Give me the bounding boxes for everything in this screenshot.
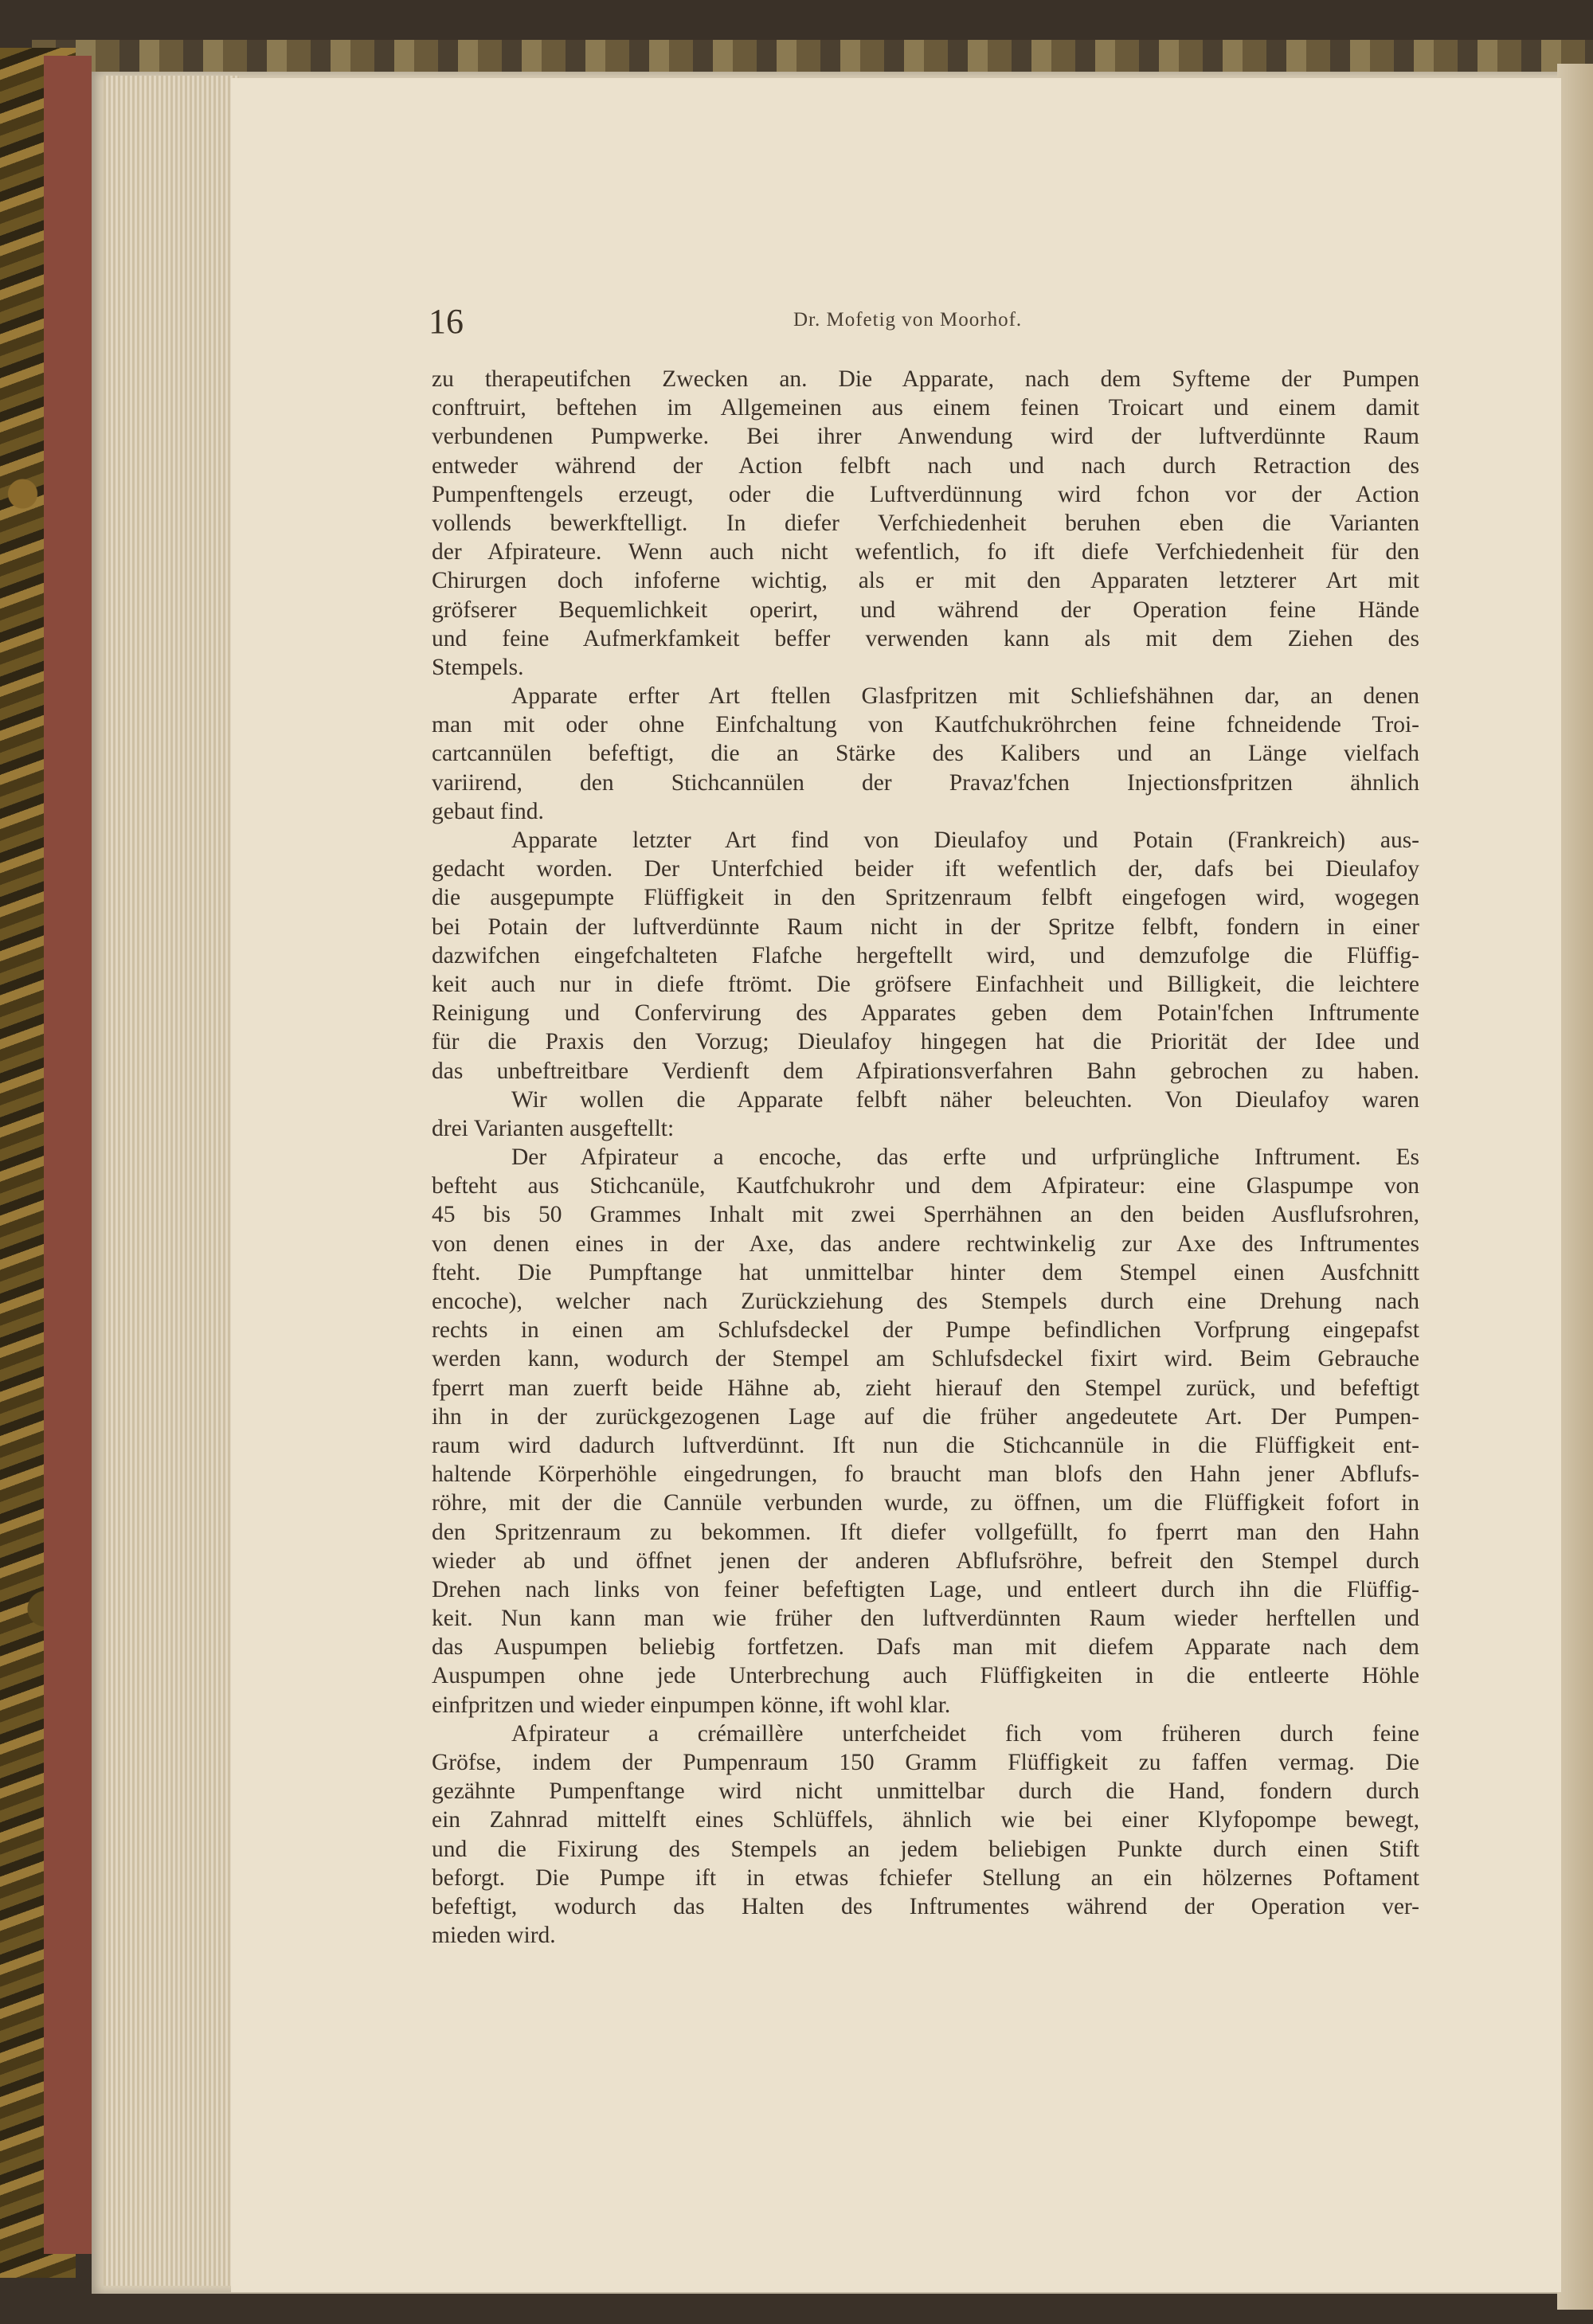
text-line: die ausgepumpte Flüffigkeit in den Spritzenraum felbft eingefogen wird, wogegen [432,885,1419,911]
text-line: der Afpirateure. Wenn auch nicht wefentlich, fo ift diefe Verfchiedenheit für den [432,539,1419,565]
text-line: vollends bewerkftelligt. In diefer Verfchiedenheit beruhen eben die Varianten [432,510,1419,536]
text-line: Wir wollen die Apparate felbft näher beleuchten. Von Dieulafoy waren [511,1086,1419,1113]
text-line: 45 bis 50 Grammes Inhalt mit zwei Sperrhähnen an den beiden Ausflufsrohren, [432,1202,1419,1228]
text-line: und feine Aufmerkfamkeit beffer verwenden kann als mit dem Ziehen des [432,625,1419,651]
text-line: Apparate letzter Art find von Dieulafoy und Potain (Frankreich) aus- [511,827,1419,853]
text-line: man mit oder ohne Einfchaltung von Kautfchukröhrchen feine fchneidende Troi- [432,712,1419,738]
text-line: Apparate erfter Art ftellen Glasfpritzen mit Schliefshähnen dar, an denen [511,683,1419,710]
text-line: für die Praxis den Vorzug; Dieulafoy hingegen hat die Priorität der Idee und [432,1029,1419,1055]
text-line: variirend, den Stichcannülen der Pravaz'fchen Injectionsfpritzen ähnlich [432,769,1419,796]
text-line: Stempels. [432,654,524,680]
page-header [429,301,1408,349]
text-line: haltende Körperhöhle eingedrungen, fo braucht man blofs den Hahn jener Abflufs- [432,1461,1419,1488]
page-stack-edges [104,76,239,2286]
text-line: raum wird dadurch luftverdünnt. Ift nun die Stichcannüle in die Flüffigkeit ent- [432,1432,1419,1458]
text-line: von denen eines in der Axe, das andere rechtwinkelig zur Axe des Inftrumentes [432,1230,1419,1257]
text-line: Drehen nach links von feiner befeftigten Lage, und entleert durch ihn die Flüffig- [432,1576,1419,1602]
text-line: Afpirateur a crémaillère unterfcheidet fich vom früheren durch feine [511,1720,1419,1747]
text-line: encoche), welcher nach Zurückziehung des Stempels durch eine Drehung nach [432,1289,1419,1314]
text-line: conftruirt, beftehen im Allgemeinen aus einem feinen Troicart und einem damit [432,395,1419,421]
text-line: drei Varianten ausgeftellt: [432,1115,675,1141]
text-line: einfpritzen und wieder einpumpen könne, ift wohl klar. [432,1692,951,1718]
text-line: werden kann, wodurch der Stempel am Schlufsdeckel fixirt wird. Beim Gebrauche [432,1346,1419,1372]
text-line: Der Afpirateur a encoche, das erfte und urfprüngliche Inftrument. Es [511,1144,1419,1171]
text-line: fteht. Die Pumpftange hat unmittelbar hinter dem Stempel einen Ausfchnitt [432,1259,1419,1285]
text-line: ihn in der zurückgezogenen Lage auf die früher angedeutete Art. Der Pumpen- [432,1403,1419,1430]
text-line: das unbeftreitbare Verdienft dem Afpirationsverfahren Bahn gebrochen zu haben. [432,1058,1419,1084]
text-line: Reinigung und Confervirung des Apparates geben dem Potain'fchen Inftrumente [432,1000,1419,1027]
text-line: und die Fixirung des Stempels an jedem beliebigen Punkte durch einen Stift [432,1836,1419,1862]
text-line: gebaut find. [432,798,544,824]
body-text [432,365,1419,1950]
text-line: befteht aus Stichcanüle, Kautfchukrohr und dem Afpirateur: eine Glaspumpe von [432,1173,1419,1199]
text-line: keit auch nur in diefe ftrömt. Die gröfsere Einfachheit und Billigkeit, die leichtere [432,971,1419,997]
text-line: befeftigt, wodurch das Halten des Inftrumentes während der Operation ver- [432,1893,1419,1919]
text-line: bei Potain der luftverdünnte Raum nicht in der Spritze felbft, fondern in einer [432,914,1419,940]
text-line: entweder während der Action felbft nach und nach durch Retraction des [432,452,1419,479]
page-number: 16 [429,302,464,341]
text-line: mieden wird. [432,1923,556,1949]
text-line: wieder ab und öffnet jenen der anderen Abflufsröhre, befreit den Stempel durch [432,1547,1419,1574]
text-line: rechts in einen am Schlufsdeckel der Pumpe befindlichen Vorfprung eingepafst [432,1317,1419,1344]
text-line: gröfserer Bequemlichkeit operirt, und während der Operation feine Hände [432,597,1419,623]
text-line: gezähnte Pumpenftange wird nicht unmittelbar durch die Hand, fondern durch [432,1778,1419,1805]
text-line: cartcannülen befeftigt, die an Stärke des Kalibers und an Länge vielfach [432,741,1419,767]
right-page-edge [1557,64,1593,2310]
text-line: verbundenen Pumpwerke. Bei ihrer Anwendung wird der luftverdünnte Raum [432,424,1419,450]
text-line: das Auspumpen beliebig fortfetzen. Dafs man mit diefem Apparate nach dem [432,1634,1419,1661]
running-head: Dr. Mofetig von Moorhof. [793,309,1023,331]
text-line: fperrt man zuerft beide Hähne ab, zieht hierauf den Stempel zurück, und befeftigt [432,1375,1419,1401]
text-line: dazwifchen eingefchalteten Flafche hergeftellt wird, und demzufolge die Flüffig- [432,942,1419,968]
book-spine [44,56,92,2254]
text-line: Chirurgen doch infoferne wichtig, als er mit den Apparaten letzterer Art mit [432,568,1419,594]
text-line: Auspumpen ohne jede Unterbrechung auch Flüffigkeiten in die entleerte Höhle [432,1663,1419,1689]
text-line: Gröfse, indem der Pumpenraum 150 Gramm Flüffigkeit zu faffen vermag. Die [432,1750,1419,1775]
text-line: den Spritzenraum zu bekommen. Ift diefer vollgefüllt, fo fperrt man den Hahn [432,1519,1419,1545]
text-line: beforgt. Die Pumpe ift in etwas fchiefer Stellung an ein hölzernes Poftament [432,1864,1419,1891]
text-line: zu therapeutifchen Zwecken an. Die Apparate, nach dem Syfteme der Pumpen [432,366,1419,392]
text-line: ein Zahnrad mittelft eines Schlüffels, ähnlich wie bei einer Klyfopompe bewegt, [432,1807,1419,1833]
text-line: keit. Nun kann man wie früher den luftverdünnten Raum wieder herftellen und [432,1606,1419,1632]
text-line: gedacht worden. Der Unterfchied beider ift wefentlich der, dafs bei Dieulafoy [432,856,1419,882]
text-line: Pumpenftengels erzeugt, oder die Luftverdünnung wird fchon vor der Action [432,481,1419,507]
text-line: röhre, mit der die Cannüle verbunden wurde, zu öffnen, um die Flüffigkeit fofort in [432,1490,1419,1516]
